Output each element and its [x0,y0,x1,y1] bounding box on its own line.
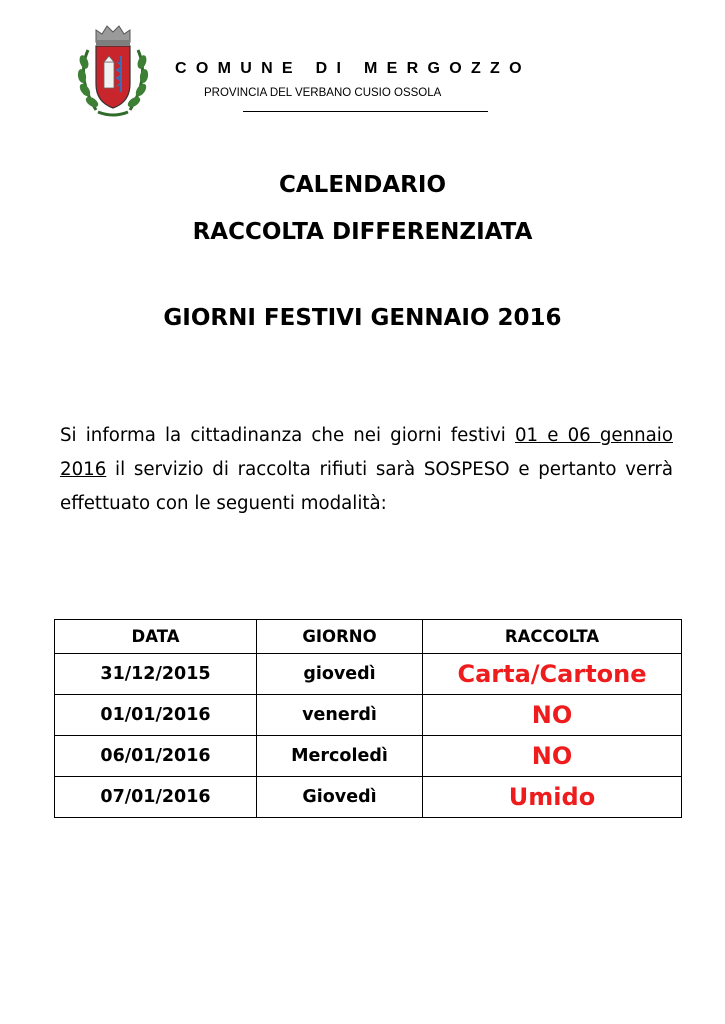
cell-data: 06/01/2016 [55,736,257,777]
cell-data: 31/12/2015 [55,654,257,695]
cell-raccolta: Umido [423,777,682,818]
cell-giorno: Mercoledì [257,736,423,777]
column-header-giorno: GIORNO [257,620,423,654]
table-row [55,777,682,818]
table-row [55,654,682,695]
municipality-name: COMUNE DI MERGOZZO [175,60,531,77]
cell-raccolta: NO [423,736,682,777]
province-name: PROVINCIA DEL VERBANO CUSIO OSSOLA [204,87,442,99]
title-raccolta-differenziata: RACCOLTA DIFFERENZIATA [192,219,533,245]
notice-text-end: il servizio di raccolta rifiuti sarà SOSPESO e pertanto verrà effettuato con le seguenti modalità: [60,459,673,514]
table-header-row [55,620,682,654]
notice-dates: 01 e 06 gennaio 2016 [60,425,673,480]
cell-data: 01/01/2016 [55,695,257,736]
table-row [55,695,682,736]
collection-calendar-table [54,619,682,818]
table-row [55,736,682,777]
cell-raccolta: Carta/Cartone [423,654,682,695]
title-calendario: CALENDARIO [278,172,446,198]
cell-data: 07/01/2016 [55,777,257,818]
cell-raccolta: NO [423,695,682,736]
cell-giorno: venerdì [257,695,423,736]
cell-giorno: giovedì [257,654,423,695]
notice-text-start: Si informa la cittadinanza che nei giorni festivi [60,425,515,446]
column-header-data: DATA [55,620,257,654]
column-header-raccolta: RACCOLTA [423,620,682,654]
cell-giorno: Giovedì [257,777,423,818]
notice-paragraph [60,419,673,521]
title-giorni-festivi: GIORNI FESTIVI GENNAIO 2016 [163,305,562,331]
header-divider [243,111,488,112]
municipal-crest-icon [74,22,152,122]
